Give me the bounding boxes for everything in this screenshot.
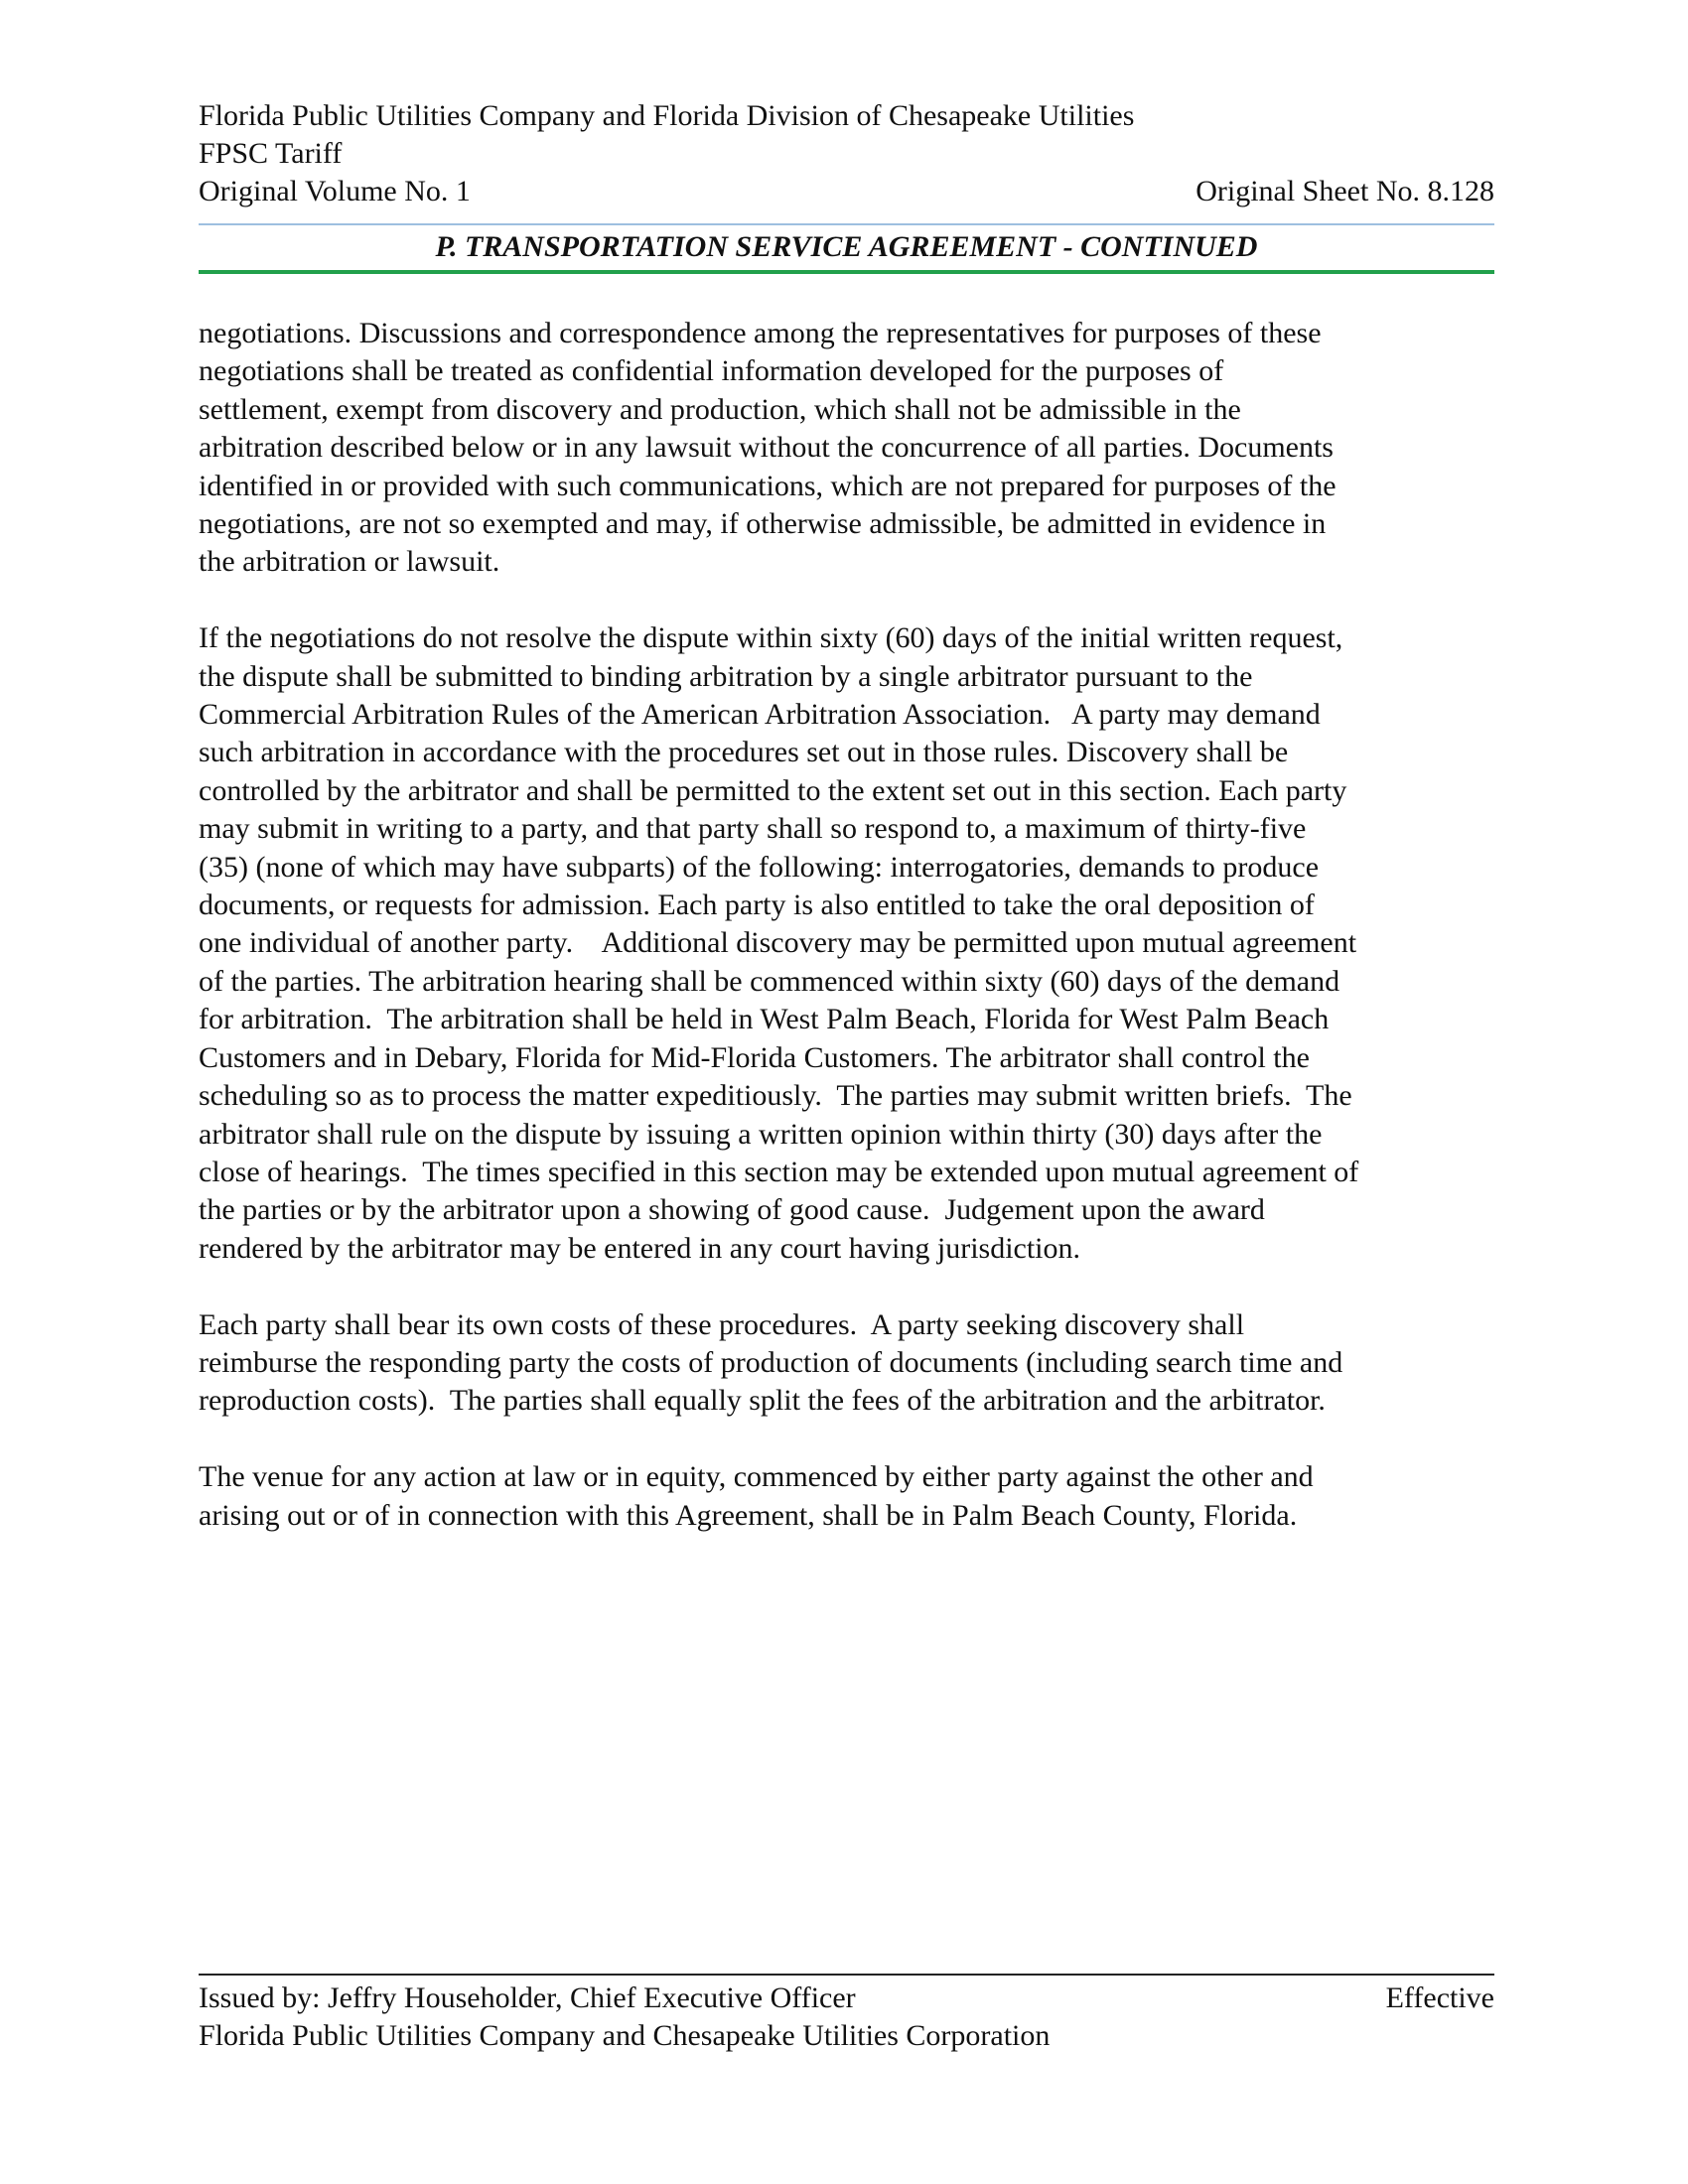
text-line: close of hearings. The times specified in this section may be extended upon mutual agreement of <box>199 1155 1359 1188</box>
body-text <box>199 315 1499 1572</box>
text-line: of the parties. The arbitration hearing shall be commenced within sixty (60) days of the demand <box>199 964 1340 998</box>
text-line: negotiations. Discussions and correspondence among the representatives for purposes of these <box>199 317 1322 349</box>
section-title: P. TRANSPORTATION SERVICE AGREEMENT - CONTINUED <box>435 230 1258 263</box>
header-volume-row <box>199 173 1494 210</box>
header-tariff-line: FPSC Tariff <box>199 137 343 170</box>
text-line: arbitrator shall rule on the dispute by issuing a written opinion within thirty (30) days after the <box>199 1117 1323 1151</box>
page-footer <box>199 1979 1494 2055</box>
text-line: the parties or by the arbitrator upon a showing of good cause. Judgement upon the award <box>199 1193 1265 1227</box>
paragraph <box>199 619 1499 1268</box>
text-line: Customers and in Debary, Florida for Mid-Florida Customers. The arbitrator shall control the <box>199 1040 1310 1074</box>
text-line: arbitration described below or in any lawsuit without the concurrence of all parties. Documents <box>199 431 1334 465</box>
text-line: for arbitration. The arbitration shall be held in West Palm Beach, Florida for West Palm Beach <box>199 1003 1330 1036</box>
text-line: reproduction costs). The parties shall equally split the fees of the arbitration and the arbitrator. <box>199 1384 1326 1418</box>
text-line: If the negotiations do not resolve the dispute within sixty (60) days of the initial written request, <box>199 621 1343 655</box>
text-line: documents, or requests for admission. Each party is also entitled to take the oral deposition of <box>199 888 1315 922</box>
text-line: arising out or of in connection with this Agreement, shall be in Palm Beach County, Florida. <box>199 1498 1298 1532</box>
text-line: controlled by the arbitrator and shall be permitted to the extent set out in this section. Each party <box>199 773 1347 807</box>
text-line: reimburse the responding party the costs of production of documents (including search time and <box>199 1345 1343 1379</box>
text-line: (35) (none of which may have subparts) of the following: interrogatories, demands to produce <box>199 850 1320 884</box>
footer-company: Florida Public Utilities Company and Chesapeake Utilities Corporation <box>199 2019 1051 2052</box>
header-volume: Original Volume No. 1 <box>199 175 471 207</box>
paragraph <box>199 1458 1499 1535</box>
footer-effective: Effective <box>1385 1981 1494 2014</box>
text-line: identified in or provided with such communications, which are not prepared for purposes of the <box>199 469 1336 502</box>
footer-issued-by: Issued by: Jeffry Householder, Chief Executive Officer <box>199 1981 856 2014</box>
text-line: negotiations, are not so exempted and may, if otherwise admissible, be admitted in evidence in <box>199 507 1327 541</box>
footer-company-row <box>199 2017 1494 2055</box>
footer-divider <box>199 1974 1494 1976</box>
text-line: the dispute shall be submitted to binding arbitration by a single arbitrator pursuant to the <box>199 659 1253 693</box>
text-line: rendered by the arbitrator may be entered in any court having jurisdiction. <box>199 1231 1081 1265</box>
footer-issued-row <box>199 1979 1494 2017</box>
text-line: the arbitration or lawsuit. <box>199 545 500 579</box>
text-line: The venue for any action at law or in equity, commenced by either party against the other and <box>199 1460 1314 1494</box>
text-line: one individual of another party. Additional discovery may be permitted upon mutual agreement <box>199 926 1357 960</box>
header-divider <box>199 223 1494 225</box>
paragraph <box>199 315 1499 582</box>
header-sheet-number: Original Sheet No. 8.128 <box>1196 175 1494 207</box>
section-title-rule <box>199 270 1494 274</box>
text-line: such arbitration in accordance with the procedures set out in those rules. Discovery shall be <box>199 736 1289 769</box>
text-line: Each party shall bear its own costs of these procedures. A party seeking discovery shall <box>199 1307 1245 1341</box>
text-line: settlement, exempt from discovery and production, which shall not be admissible in the <box>199 392 1241 426</box>
text-line: may submit in writing to a party, and that party shall so respond to, a maximum of thirty-five <box>199 812 1307 846</box>
header-company-line: Florida Public Utilities Company and Florida Division of Chesapeake Utilities <box>199 99 1135 132</box>
paragraph <box>199 1306 1499 1421</box>
text-line: scheduling so as to process the matter expeditiously. The parties may submit written briefs. The <box>199 1079 1352 1113</box>
text-line: Commercial Arbitration Rules of the American Arbitration Association. A party may demand <box>199 698 1321 732</box>
page-header <box>199 97 1494 210</box>
text-line: negotiations shall be treated as confidential information developed for the purposes of <box>199 354 1224 388</box>
